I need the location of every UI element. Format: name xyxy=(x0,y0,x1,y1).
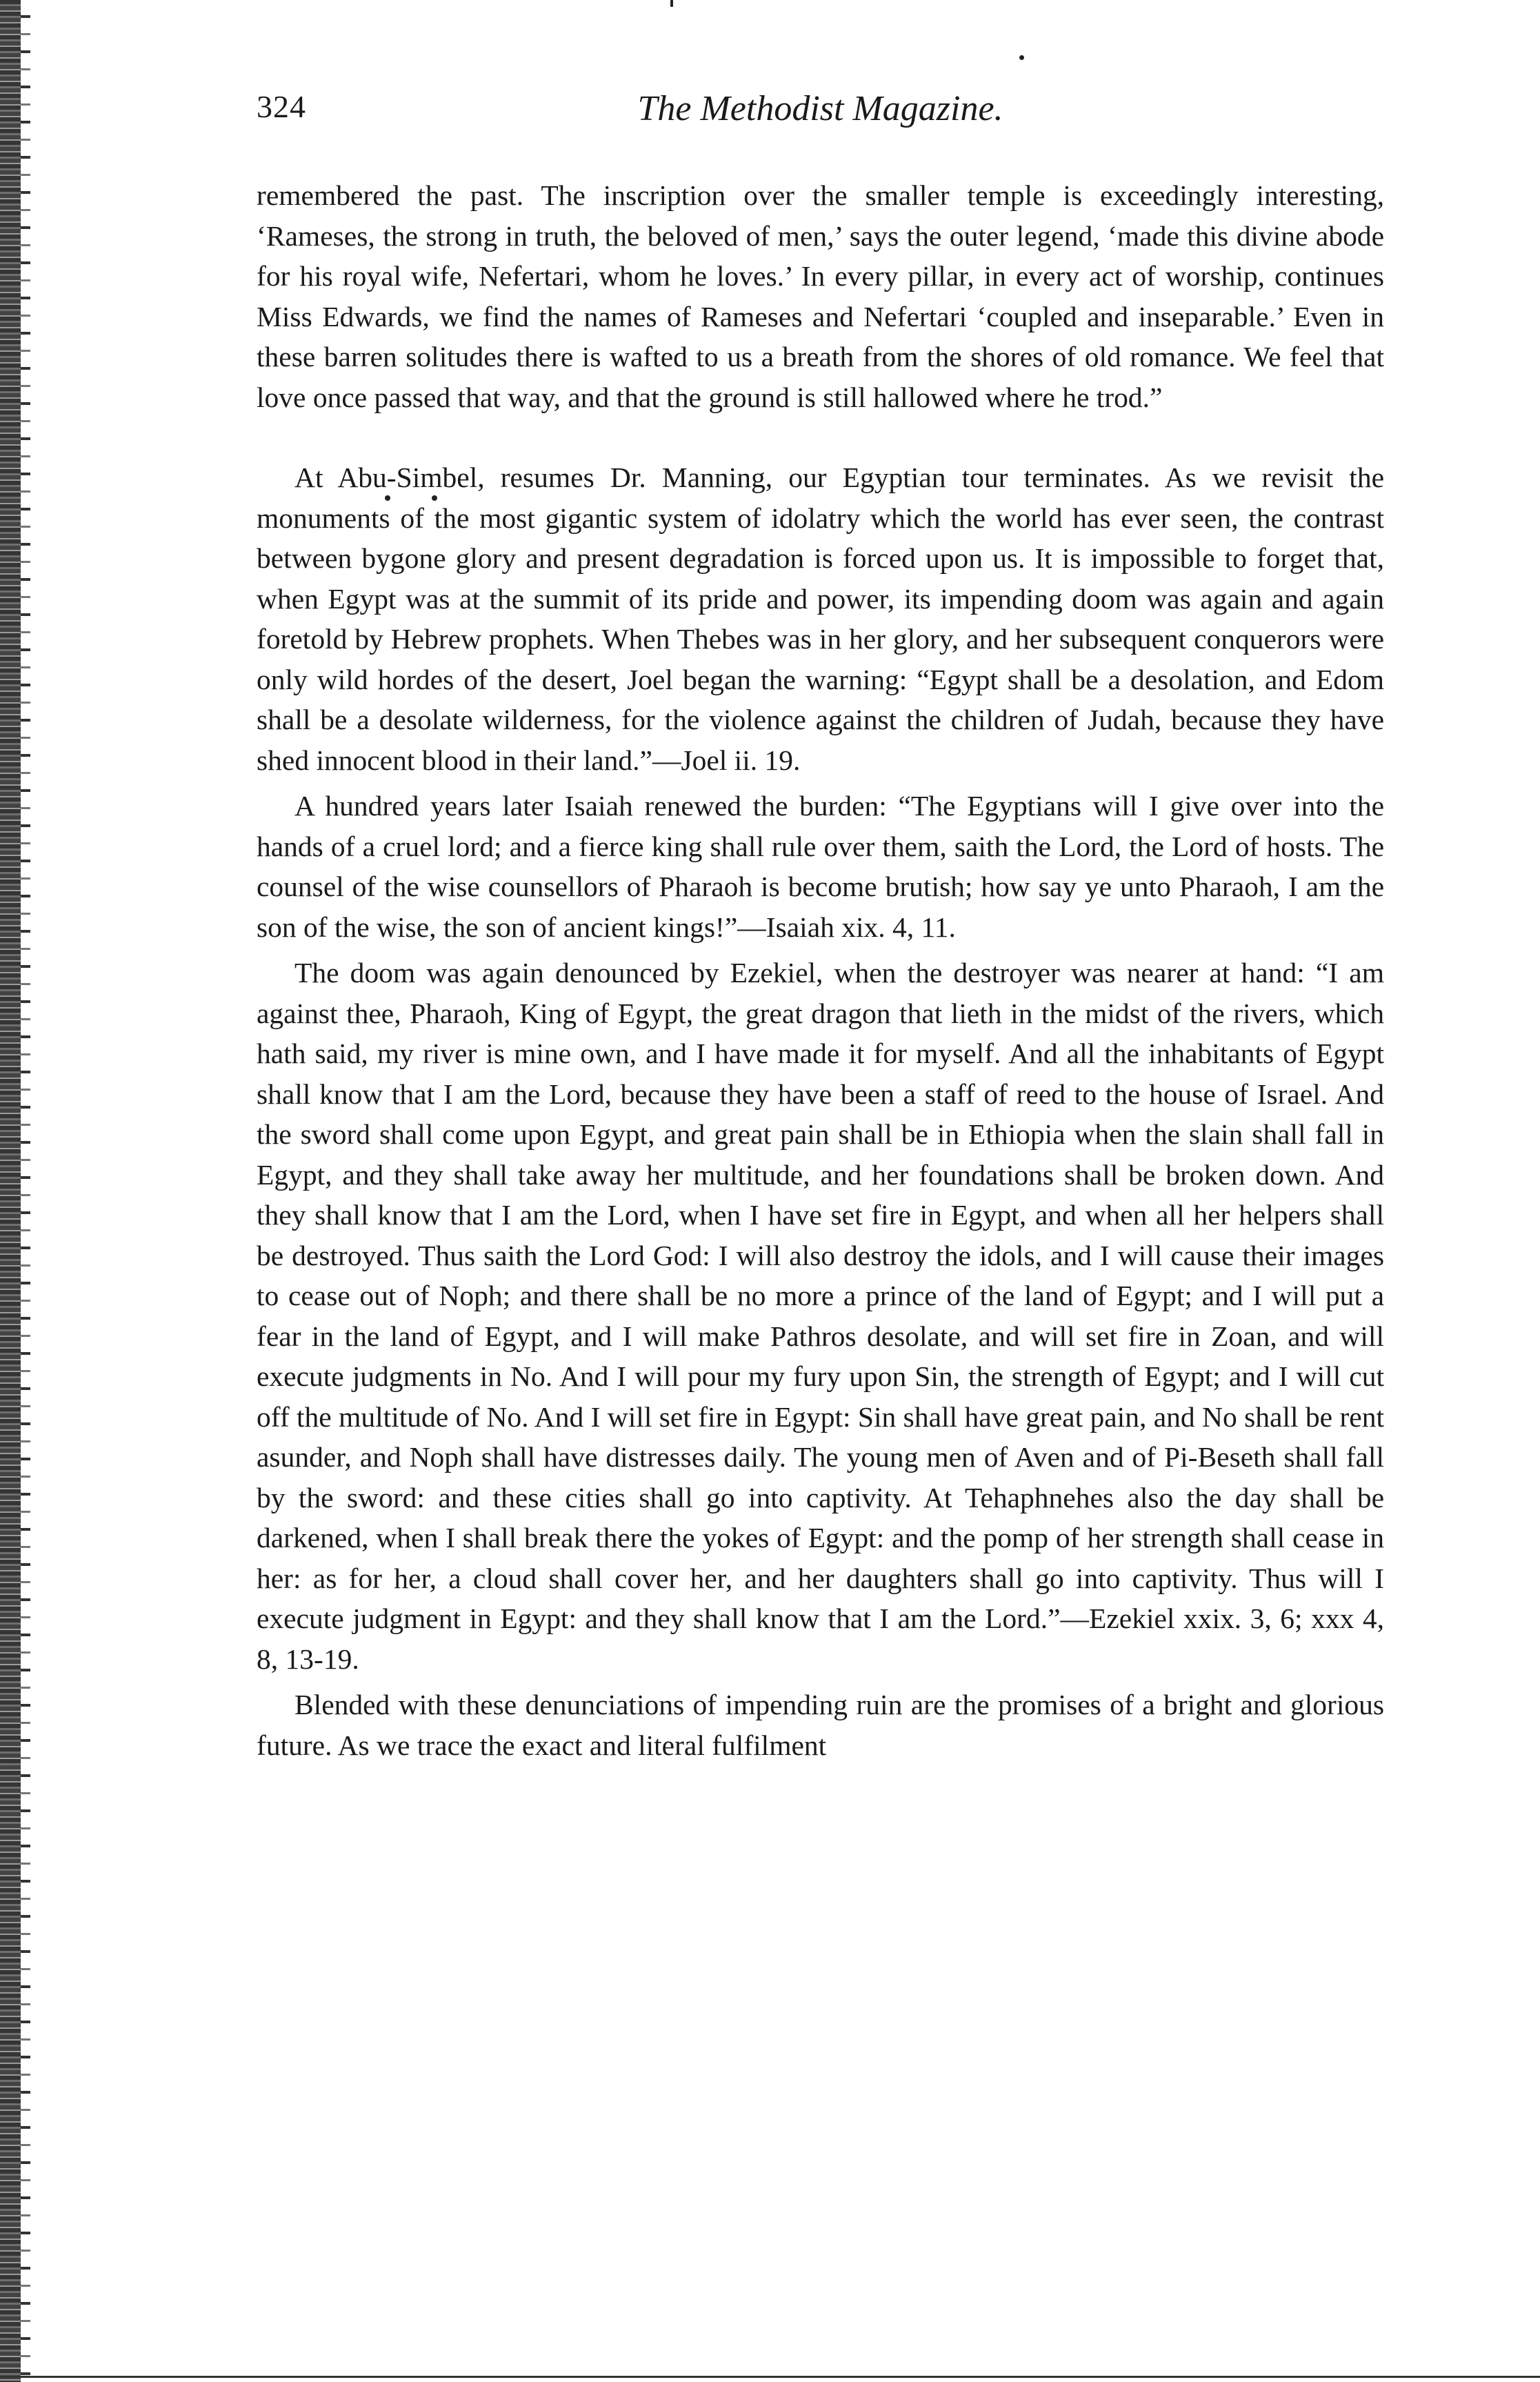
scan-binding-edge xyxy=(0,0,21,2382)
running-title: The Methodist Magazine. xyxy=(637,89,1003,128)
scan-binding-edge-inner xyxy=(21,0,30,2382)
scan-speck xyxy=(1019,55,1024,60)
paragraph: Blended with these denunciations of impending ruin are the promises of a bright and glorious future. As we trace the exact and literal fulfilment xyxy=(257,1689,1384,1761)
section-dots xyxy=(385,495,390,501)
paragraph: The doom was again denounced by Ezekiel, when the destroyer was nearer at hand: “I am against thee, Pharaoh, King of Egypt, the great dragon that lieth in the midst of the rivers, which hath said, my river is mine own, and I have made it for myself. And all the inhabitants of Egypt shall know that I am the Lord, because they have been a staff of reed to the house of Israel. And the sword shall come upon Egypt, and great pain shall be in Ethiopia when the slain shall fall in Egypt, and they shall take away her multitude, and her foundations shall be broken down. And they shall know that I am the Lord, when I have set fire in Egypt, and when all her helpers shall be destroyed. Thus saith the Lord God: I will also destroy the idols, and I will cause their images to cease out of Noph; and there shall be no more a prince of the land of Egypt; and I will put a fear in the land of Egypt, and I will make Pathros desolate, and will set fire in Zoan, and will execute judgments in No. And I will pour my fury upon Sin, the strength of Egypt; and I will cut off the multitude of No. And I will set fire in Egypt: Sin shall have great pain, and No shall be rent asunder, and Noph shall have distresses daily. The young men of Aven and of Pi-Beseth shall fall by the sword: and these cities shall go into captivity. At Tehaphnehes also the day shall be darkened, when I shall break there the yokes of Egypt: and the pomp of her strength shall cease in her: as for her, a cloud shall cover her, and her daughters shall go into captivity. Thus will I execute judgment in Egypt: and they shall know that I am the Lord.”—Ezekiel xxix. 3, 6; xxx 4, 8, 13-19. xyxy=(257,957,1384,1675)
section-dots xyxy=(432,495,437,501)
paragraph: remembered the past. The inscription over the smaller temple is exceedingly interesting, ‘Rameses, the strong in truth, the beloved of men,’ says the outer legend, ‘made this divine abode for his royal wife, Nefertari, whom he loves.’ In every pillar, in every act of worship, continues Miss Edwards, we find the names of Rameses and Nefertari ‘coupled and inseparable.’ Even in these barren solitudes there is wafted to us a breath from the shores of old romance. We feel that love once passed that way, and that the ground is still hallowed where he trod.” xyxy=(257,179,1384,413)
paragraph: A hundred years later Isaiah renewed the burden: “The Egyptians will I give over into the hands of a cruel lord; and a fierce king shall rule over them, saith the Lord, the Lord of hosts. The counsel of the wise counsellors of Pharaoh is become brutish; how say ye unto Pharaoh, I am the son of the wise, the son of ancient kings!”—Isaiah xix. 4, 11. xyxy=(257,790,1384,943)
page-header xyxy=(257,88,1384,143)
article-body xyxy=(257,175,1384,1765)
page-number: 324 xyxy=(257,89,306,124)
page-bottom-edge xyxy=(0,2376,1540,2378)
paragraph: At Abu-Simbel, resumes Dr. Manning, our Egyptian tour terminates. As we revisit the monuments of the most gigantic system of idolatry which the world has ever seen, the contrast between bygone glory and present degradation is forced upon us. It is impossible to forget that, when Egypt was at the summit of its pride and power, its impending doom was again and again foretold by Hebrew prophets. When Thebes was in her glory, and her subsequent conquerors were only wild hordes of the desert, Joel began the warning: “Egypt shall be a desolation, and Edom shall be a desolate wilderness, for the violence against the children of Judah, because they have shed innocent blood in their land.”—Joel ii. 19. xyxy=(257,461,1384,776)
scan-speck xyxy=(670,0,673,7)
